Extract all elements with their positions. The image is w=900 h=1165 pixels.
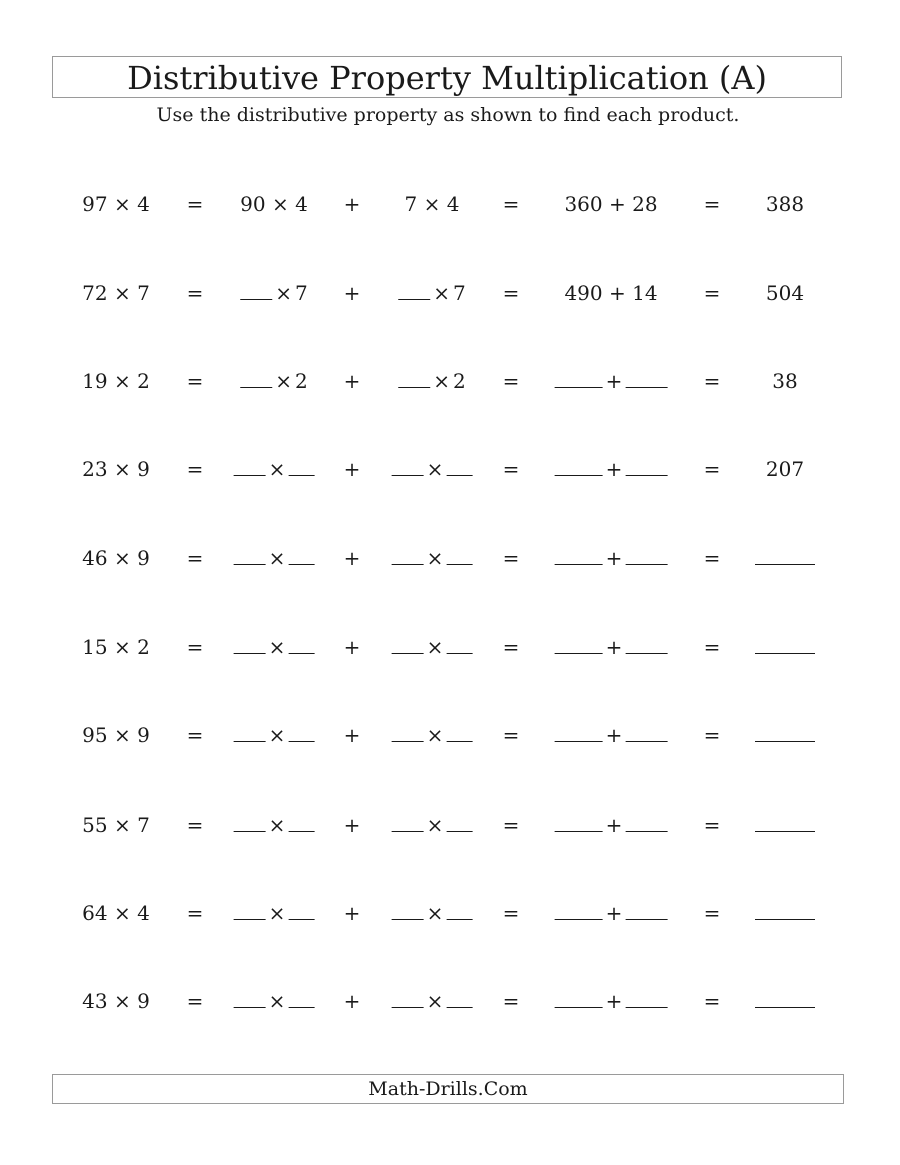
problem-question: 55 × 7 — [82, 813, 150, 837]
distributed-term-2 — [392, 810, 473, 840]
equals-sign: = — [703, 723, 721, 747]
times-sign: × — [268, 546, 286, 570]
distributed-term-2 — [398, 278, 466, 308]
plus-sign: + — [343, 813, 361, 837]
answer-blank[interactable] — [755, 989, 815, 1008]
plus-sign: + — [605, 369, 623, 393]
answer-blank[interactable] — [555, 813, 603, 832]
equals-sign: = — [186, 635, 204, 659]
equals-sign: = — [502, 457, 520, 481]
answer-blank[interactable] — [234, 813, 266, 832]
equals-sign: = — [703, 457, 721, 481]
equals-sign: = — [186, 989, 204, 1013]
problem-row — [0, 278, 900, 308]
answer-blank[interactable] — [234, 457, 266, 476]
answer-blank[interactable] — [398, 369, 430, 388]
equals-sign: = — [186, 281, 204, 305]
equals-sign: = — [703, 369, 721, 393]
partial-sum — [555, 986, 668, 1016]
answer-blank[interactable] — [555, 546, 603, 565]
problem-row — [0, 366, 900, 396]
answer-blank[interactable] — [555, 723, 603, 742]
answer-blank[interactable] — [625, 457, 667, 476]
times-sign: × — [268, 813, 286, 837]
distributed-term-2 — [392, 986, 473, 1016]
partial-sum — [555, 810, 668, 840]
problem-question: 46 × 9 — [82, 546, 150, 570]
plus-sign: + — [343, 281, 361, 305]
problem-question: 64 × 4 — [82, 901, 150, 925]
equals-sign: = — [502, 546, 520, 570]
partial-sum — [555, 543, 668, 573]
equals-sign: = — [502, 192, 520, 216]
times-sign: × — [426, 635, 444, 659]
times-sign: × — [268, 901, 286, 925]
equals-sign: = — [703, 989, 721, 1013]
times-sign: × — [433, 281, 451, 305]
answer-blank[interactable] — [288, 989, 314, 1008]
partial-sum: 490 + 14 — [564, 281, 658, 305]
partial-sum — [555, 898, 668, 928]
answer-blank[interactable] — [755, 901, 815, 920]
answer-blank[interactable] — [288, 813, 314, 832]
times-sign: × — [268, 457, 286, 481]
equals-sign: = — [703, 546, 721, 570]
answer-blank[interactable] — [446, 546, 472, 565]
partial-sum — [555, 632, 668, 662]
answer-blank[interactable] — [288, 635, 314, 654]
plus-sign: + — [605, 546, 623, 570]
problem-row — [0, 898, 900, 928]
answer-blank[interactable] — [555, 635, 603, 654]
problem-answer — [755, 632, 815, 662]
answer-blank[interactable] — [625, 546, 667, 565]
problem-question: 97 × 4 — [82, 192, 150, 216]
distributed-term-2 — [392, 454, 473, 484]
problem-question: 95 × 9 — [82, 723, 150, 747]
times-sign: × — [426, 457, 444, 481]
equals-sign: = — [502, 901, 520, 925]
answer-blank[interactable] — [446, 901, 472, 920]
problem-row — [0, 632, 900, 662]
distributed-term-1 — [234, 810, 315, 840]
equals-sign: = — [502, 989, 520, 1013]
answer-blank[interactable] — [446, 723, 472, 742]
answer-blank[interactable] — [234, 901, 266, 920]
footer-site: Math-Drills.Com — [52, 1074, 844, 1104]
answer-blank[interactable] — [755, 813, 815, 832]
problem-row — [0, 720, 900, 750]
equals-sign: = — [502, 369, 520, 393]
answer-blank[interactable] — [288, 723, 314, 742]
plus-sign: + — [605, 723, 623, 747]
answer-blank[interactable] — [234, 546, 266, 565]
answer-blank[interactable] — [446, 989, 472, 1008]
equals-sign: = — [703, 901, 721, 925]
answer-blank[interactable] — [446, 813, 472, 832]
plus-sign: + — [343, 369, 361, 393]
answer-blank[interactable] — [234, 723, 266, 742]
times-sign: × — [426, 546, 444, 570]
equals-sign: = — [502, 635, 520, 659]
answer-blank[interactable] — [240, 281, 272, 300]
equals-sign: = — [502, 281, 520, 305]
problem-question: 43 × 9 — [82, 989, 150, 1013]
answer-blank[interactable] — [392, 723, 424, 742]
answer-blank[interactable] — [288, 546, 314, 565]
times-sign: × — [426, 723, 444, 747]
problem-question: 15 × 2 — [82, 635, 150, 659]
equals-sign: = — [186, 546, 204, 570]
answer-blank[interactable] — [555, 457, 603, 476]
equals-sign: = — [703, 813, 721, 837]
answer-blank[interactable] — [555, 901, 603, 920]
distributed-term-1 — [240, 366, 308, 396]
times-sign: × — [426, 813, 444, 837]
equals-sign: = — [703, 192, 721, 216]
distributed-term-1: 90 × 4 — [240, 192, 308, 216]
distributed-term-1 — [234, 986, 315, 1016]
partial-sum — [555, 720, 668, 750]
problem-answer: 207 — [765, 457, 805, 481]
answer-blank[interactable] — [625, 723, 667, 742]
answer-blank[interactable] — [446, 635, 472, 654]
distributed-term-1 — [234, 632, 315, 662]
equals-sign: = — [186, 723, 204, 747]
answer-blank[interactable] — [755, 635, 815, 654]
answer-blank[interactable] — [392, 901, 424, 920]
plus-sign: + — [605, 813, 623, 837]
plus-sign: + — [343, 989, 361, 1013]
distributed-term-1 — [240, 278, 308, 308]
times-sign: × — [275, 369, 293, 393]
distributed-term-2 — [392, 632, 473, 662]
answer-blank[interactable] — [392, 457, 424, 476]
multiplier-value: 2 — [295, 369, 308, 393]
distributed-term-1 — [234, 543, 315, 573]
answer-blank[interactable] — [625, 813, 667, 832]
answer-blank[interactable] — [398, 281, 430, 300]
problem-row — [0, 810, 900, 840]
answer-blank[interactable] — [625, 989, 667, 1008]
distributed-term-2 — [392, 898, 473, 928]
equals-sign: = — [186, 813, 204, 837]
answer-blank[interactable] — [555, 369, 603, 388]
multiplier-value: 7 — [453, 281, 466, 305]
times-sign: × — [433, 369, 451, 393]
plus-sign: + — [343, 635, 361, 659]
problem-question: 72 × 7 — [82, 281, 150, 305]
equals-sign: = — [703, 635, 721, 659]
distributed-term-1 — [234, 720, 315, 750]
problem-question: 19 × 2 — [82, 369, 150, 393]
problem-answer — [755, 720, 815, 750]
plus-sign: + — [343, 546, 361, 570]
partial-sum — [555, 366, 668, 396]
times-sign: × — [426, 901, 444, 925]
worksheet-title: Distributive Property Multiplication (A) — [52, 56, 842, 98]
answer-blank[interactable] — [392, 635, 424, 654]
problem-answer: 504 — [765, 281, 805, 305]
times-sign: × — [426, 989, 444, 1013]
problem-row — [0, 986, 900, 1016]
worksheet-instructions: Use the distributive property as shown to find each product. — [156, 104, 740, 126]
answer-blank[interactable] — [625, 369, 667, 388]
answer-blank[interactable] — [625, 901, 667, 920]
plus-sign: + — [343, 457, 361, 481]
problem-answer — [755, 898, 815, 928]
answer-blank[interactable] — [234, 989, 266, 1008]
distributed-term-1 — [234, 898, 315, 928]
answer-blank[interactable] — [625, 635, 667, 654]
answer-blank[interactable] — [288, 457, 314, 476]
partial-sum — [555, 454, 668, 484]
problem-answer — [755, 543, 815, 573]
problem-answer: 38 — [772, 369, 798, 393]
equals-sign: = — [502, 723, 520, 747]
distributed-term-2 — [398, 366, 466, 396]
problem-question: 23 × 9 — [82, 457, 150, 481]
answer-blank[interactable] — [288, 901, 314, 920]
partial-sum: 360 + 28 — [564, 192, 658, 216]
plus-sign: + — [343, 192, 361, 216]
distributed-term-1 — [234, 454, 315, 484]
answer-blank[interactable] — [392, 989, 424, 1008]
answer-blank[interactable] — [755, 546, 815, 565]
equals-sign: = — [186, 192, 204, 216]
times-sign: × — [268, 635, 286, 659]
distributed-term-2 — [392, 720, 473, 750]
answer-blank[interactable] — [392, 546, 424, 565]
answer-blank[interactable] — [446, 457, 472, 476]
problem-answer: 388 — [765, 192, 805, 216]
problem-answer — [755, 986, 815, 1016]
problem-row — [0, 454, 900, 484]
equals-sign: = — [186, 901, 204, 925]
multiplier-value: 2 — [453, 369, 466, 393]
times-sign: × — [268, 723, 286, 747]
problem-answer — [755, 810, 815, 840]
distributed-term-2 — [392, 543, 473, 573]
problem-row — [0, 543, 900, 573]
answer-blank[interactable] — [234, 635, 266, 654]
plus-sign: + — [605, 989, 623, 1013]
equals-sign: = — [186, 369, 204, 393]
multiplier-value: 7 — [295, 281, 308, 305]
plus-sign: + — [343, 901, 361, 925]
times-sign: × — [268, 989, 286, 1013]
answer-blank[interactable] — [755, 723, 815, 742]
plus-sign: + — [343, 723, 361, 747]
answer-blank[interactable] — [392, 813, 424, 832]
plus-sign: + — [605, 635, 623, 659]
equals-sign: = — [186, 457, 204, 481]
equals-sign: = — [502, 813, 520, 837]
answer-blank[interactable] — [555, 989, 603, 1008]
equals-sign: = — [703, 281, 721, 305]
problem-row — [0, 189, 900, 219]
plus-sign: + — [605, 901, 623, 925]
times-sign: × — [275, 281, 293, 305]
distributed-term-2: 7 × 4 — [404, 192, 460, 216]
plus-sign: + — [605, 457, 623, 481]
answer-blank[interactable] — [240, 369, 272, 388]
